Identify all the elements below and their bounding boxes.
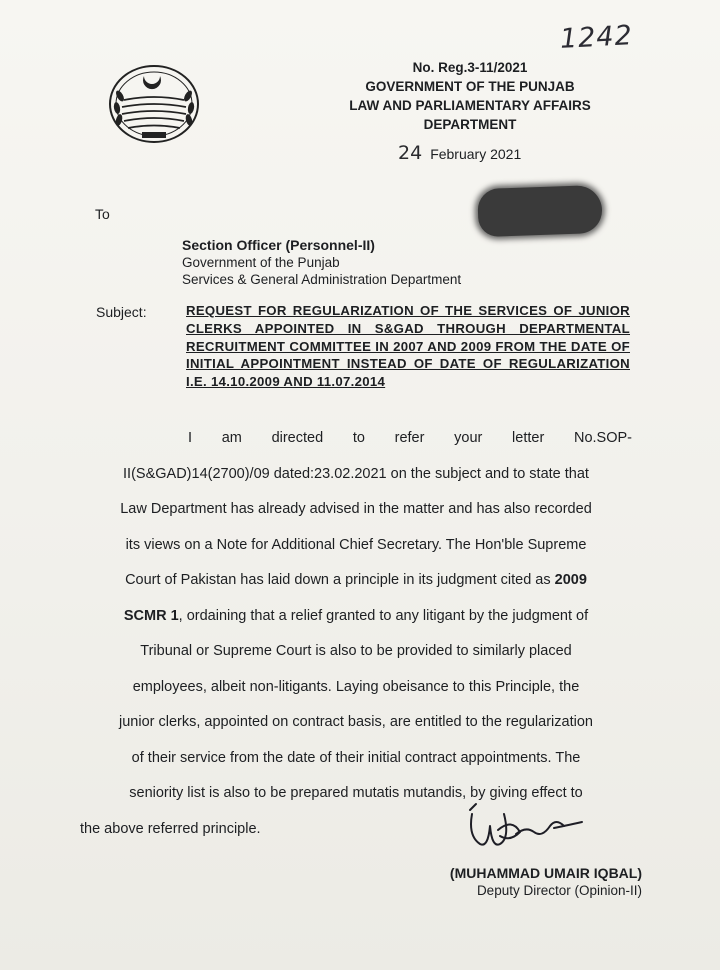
body-line-4: its views on a Note for Additional Chief Secretary. The Hon'ble Supreme <box>125 536 587 553</box>
redaction-mark <box>477 185 603 237</box>
subject-text: REQUEST FOR REGULARIZATION OF THE SERVICES OF JUNIOR CLERKS APPOINTED IN S&GAD THROUGH DEPARTMENTAL RECRUITMENT COMMITTEE IN 2007 AND 2009 FROM THE DATE OF INITIAL APPOINTMENT INSTEAD OF DATE OF REGULARIZATION I.E. 14.10.2009 AND 11.07.2014 <box>186 303 630 390</box>
reference-number: No. Reg.3-11/2021 <box>412 60 528 75</box>
body-line-9: junior clerks, appointed on contract basis, are entitled to the regularization <box>119 714 593 730</box>
body-line-2: II(S&GAD)14(2700)/09 dated:23.02.2021 on the subject and to state that <box>123 465 589 482</box>
body-line-5: Court of Pakistan has laid down a principle in its judgment cited as 2009 <box>125 572 587 588</box>
body-line-7: Tribunal or Supreme Court is also to be provided to similarly placed <box>140 643 572 659</box>
addressee-line-2: Services & General Administration Department <box>182 272 462 287</box>
letter-date <box>398 142 521 164</box>
body-line-6: SCMR 1, ordaining that a relief granted to any litigant by the judgment of <box>123 607 589 624</box>
letterhead-line-1: GOVERNMENT OF THE PUNJAB <box>365 79 575 94</box>
signatory-block <box>420 864 642 900</box>
signatory-name: (MUHAMMAD UMAIR IQBAL) <box>449 865 642 881</box>
date-month-year: February 2021 <box>430 146 522 162</box>
signatory-designation: Deputy Director (Opinion-II) <box>476 883 642 898</box>
letterhead <box>320 58 620 134</box>
to-label: To <box>95 206 110 222</box>
letter-body <box>80 421 632 847</box>
letterhead-line-3: DEPARTMENT <box>423 117 517 132</box>
body-line-1: I am directed to refer your letter No.SOP- <box>188 430 632 446</box>
body-line-3: Law Department has already advised in the matter and has also recorded <box>120 501 592 517</box>
date-day: 24 <box>398 142 423 164</box>
body-line-11: seniority list is also to be prepared mutatis mutandis, by giving effect to <box>129 785 583 801</box>
addressee-line-1: Government of the Punjab <box>182 255 340 270</box>
addressee-block <box>182 237 461 288</box>
punjab-government-emblem-icon <box>106 60 202 144</box>
handwritten-diary-number: 1242 <box>559 20 634 55</box>
body-line-8: employees, albeit non-litigants. Laying obeisance to this Principle, the <box>132 678 580 695</box>
handwritten-signature-icon <box>458 800 590 862</box>
letterhead-line-2: LAW AND PARLIAMENTARY AFFAIRS <box>349 98 591 113</box>
addressee-name: Section Officer (Personnel-II) <box>182 237 375 253</box>
body-line-12: the above referred principle. <box>80 820 261 837</box>
subject-label: Subject: <box>96 304 147 320</box>
body-line-10: of their service from the date of their initial contract appointments. The <box>131 749 581 766</box>
